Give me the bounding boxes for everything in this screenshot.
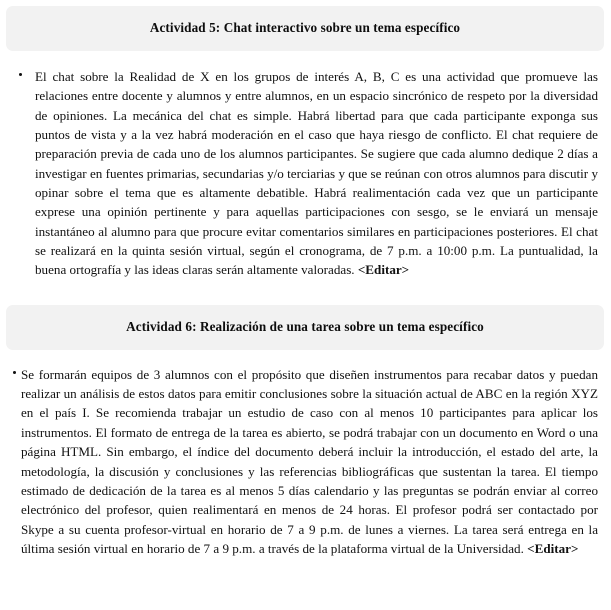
activity-5-edit-link[interactable]: <Editar> — [357, 262, 410, 278]
activity-6-text: Se formarán equipos de 3 alumnos con el propósito que diseñen instrumentos para recabar datos y puedan realizar un análisis de estos datos para emitir conclusiones sobre la situación actual de ABC en la región XYZ en el país I. Se recomienda trabajar un estudio de caso con al menos 10 participantes para aplicar los instrumentos. El formato de entrega de la tarea es abierto, se podrá trabajar con un documento en Word o una página HTML. Sin embargo, el índice del documento deberá incluir la introducción, el estado del arte, la metodología, la discusión y conclusiones y las referencias bibliográficas que sustentan la tarea. El tiempo estimado de dedicación de la tarea es al menos 5 días calendario y las preguntas se podrán enviar al correo electrónico del profesor, quien realimentará en menos de 24 horas. El profesor podrá ser contactado por Skype a su cuenta profesor-virtual en horario de 7 a 9 p.m. de lunes a viernes. La tarea será entrega en la última sesión virtual en horario de 7 a 9 p.m. a través de la plataforma virtual de la Universidad. — [21, 366, 598, 556]
activity-section-5 — [0, 6, 611, 280]
activity-5-text: El chat sobre la Realidad de X en los grupos de interés A, B, C es una actividad que promueve las relaciones entre docente y alumnos y entre alumnos, en un espacio sincrónico de respeto por la diversidad de opiniones. La mecánica del chat es simple. Habrá libertad para que cada participante exponga sus puntos de vista y a la vez habrá moderación en el caso que haya riesgo de conflicto. El chat requiere de preparación previa de cada uno de los alumnos participantes. Se sugiere que cada alumno dedique 2 días a investigar en fuentes primarias, secundarias y/o terciarias y que se reúnan con otros alumnos para discutir y opinar sobre el tema que es altamente debatible. Habrá realimentación cada vez que un participante exprese una opinión pertinente y para aquellas participaciones con sesgo, se le enviará un mensaje instantáneo al alumno para que procure evitar comentarios similares en participaciones posteriores. El chat se realizará en la quinta sesión virtual, según el cronograma, de 7 p.m. a 10:00 p.m. La puntualidad, la buena ortografía y las ideas claras serán altamente valoradas. — [35, 69, 598, 278]
activity-6-heading: Actividad 6: Realización de una tarea sobre un tema específico — [6, 305, 604, 350]
bullet-point-icon — [19, 73, 22, 76]
section-spacer — [0, 280, 611, 305]
bullet-point-icon — [13, 371, 16, 374]
activity-5-body — [0, 67, 611, 280]
activity-6-edit-link[interactable]: <Editar> — [527, 540, 579, 556]
activity-6-body — [0, 365, 611, 558]
activity-6-bullet-paragraph — [12, 365, 598, 558]
activity-5-heading: Actividad 5: Chat interactivo sobre un tema específico — [6, 6, 604, 51]
activity-section-6 — [0, 305, 611, 558]
activity-5-bullet-paragraph — [18, 67, 598, 280]
